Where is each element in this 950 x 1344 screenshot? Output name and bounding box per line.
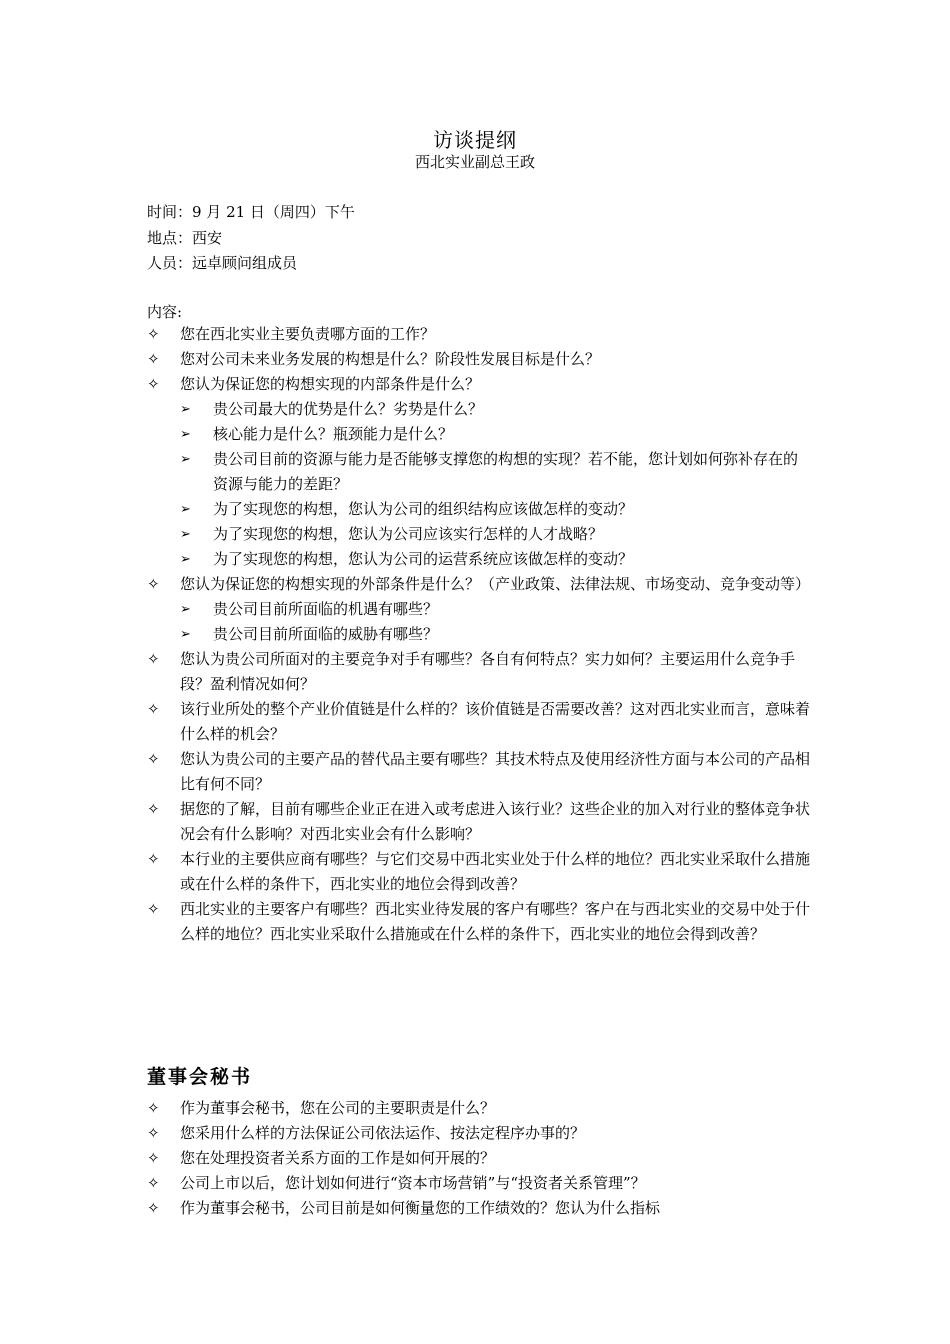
- arrow-bullet-icon: ➢: [180, 452, 191, 467]
- sub-question-text: 贵公司目前所面临的机遇有哪些？: [213, 600, 439, 618]
- diamond-bullet-icon: ✧: [147, 1099, 160, 1117]
- diamond-bullet-icon: ✧: [147, 375, 160, 393]
- question-text: 您认为贵公司所面对的主要竞争对手有哪些？各自有何特点？实力如何？主要运用什么竞争手段？盈利情况如何？: [180, 650, 796, 693]
- question-text: 您认为保证您的构想实现的内部条件是什么？: [180, 375, 481, 393]
- section-title-board-secretary: 董事会秘书: [147, 1066, 253, 1088]
- diamond-bullet-icon: ✧: [147, 1174, 160, 1192]
- sub-list-item: [147, 397, 812, 422]
- list-item: [147, 897, 812, 947]
- list-item: [147, 1196, 812, 1221]
- list-item: [147, 847, 812, 897]
- list-item: [147, 372, 812, 397]
- document-title: 访谈提纲: [433, 128, 517, 152]
- question-text: 您对公司未来业务发展的构想是什么？阶段性发展目标是什么？: [180, 350, 601, 368]
- question-text: 据您的了解，目前有哪些企业正在进入或考虑进入该行业？这些企业的加入对行业的整体竞争状况会有什么影响？对西北实业会有什么影响？: [180, 800, 811, 843]
- sub-list-item: [147, 547, 812, 572]
- diamond-bullet-icon: ✧: [147, 575, 160, 593]
- arrow-bullet-icon: ➢: [180, 527, 191, 542]
- list-item: [147, 1121, 812, 1146]
- sub-question-text: 为了实现您的构想，您认为公司应该实行怎样的人才战略？: [213, 525, 604, 543]
- sub-list-item: [147, 597, 812, 622]
- sub-question-text: 贵公司目前所面临的威胁有哪些？: [213, 625, 439, 643]
- arrow-bullet-icon: ➢: [180, 627, 191, 642]
- question-text: 本行业的主要供应商有哪些？与它们交易中西北实业处于什么样的地位？西北实业采取什么措施或在什么样的条件下，西北实业的地位会得到改善？: [180, 850, 811, 893]
- diamond-bullet-icon: ✧: [147, 800, 160, 818]
- sub-list-item: [147, 447, 812, 497]
- list-item: [147, 647, 812, 697]
- diamond-bullet-icon: ✧: [147, 750, 160, 768]
- sub-list-item: [147, 622, 812, 647]
- list-item: [147, 572, 812, 597]
- question-text: 西北实业的主要客户有哪些？西北实业待发展的客户有哪些？客户在与西北实业的交易中处于什么样的地位？西北实业采取什么措施或在什么样的条件下，西北实业的地位会得到改善？: [180, 900, 811, 943]
- diamond-bullet-icon: ✧: [147, 900, 160, 918]
- list-item: [147, 1146, 812, 1171]
- question-text: 您认为保证您的构想实现的外部条件是什么？（产业政策、法律法规、市场变动、竞争变动等）: [180, 575, 811, 593]
- list-item: [147, 697, 812, 747]
- question-text: 您认为贵公司的主要产品的替代品主要有哪些？其技术特点及使用经济性方面与本公司的产品相比有何不同？: [180, 750, 811, 793]
- arrow-bullet-icon: ➢: [180, 502, 191, 517]
- list-item: [147, 747, 812, 797]
- board-secretary-question-list: [147, 1096, 812, 1221]
- content-label: 内容:: [147, 303, 183, 321]
- sub-question-text: 贵公司目前的资源与能力是否能够支撑您的构想的实现？若不能，您计划如何弥补存在的资源与能力的差距？: [213, 450, 799, 493]
- arrow-bullet-icon: ➢: [180, 427, 191, 442]
- document-subtitle: 西北实业副总王政: [414, 153, 535, 171]
- sub-list-item: [147, 522, 812, 547]
- diamond-bullet-icon: ✧: [147, 650, 160, 668]
- sub-question-text: 为了实现您的构想，您认为公司的运营系统应该做怎样的变动？: [213, 550, 634, 568]
- diamond-bullet-icon: ✧: [147, 850, 160, 868]
- diamond-bullet-icon: ✧: [147, 1149, 160, 1167]
- sub-question-text: 核心能力是什么？瓶颈能力是什么？: [213, 425, 454, 443]
- question-text: 公司上市以后，您计划如何进行“资本市场营销”与“投资者关系管理”？: [180, 1174, 646, 1192]
- list-item: [147, 322, 812, 347]
- question-text: 您在西北实业主要负责哪方面的工作？: [180, 325, 436, 343]
- question-text: 该行业所处的整个产业价值链是什么样的？该价值链是否需要改善？这对西北实业而言，意味着什么样的机会？: [180, 700, 811, 743]
- diamond-bullet-icon: ✧: [147, 325, 160, 343]
- question-text: 您采用什么样的方法保证公司依法运作、按法定程序办事的？: [180, 1124, 586, 1142]
- question-text: 您在处理投资者关系方面的工作是如何开展的？: [180, 1149, 496, 1167]
- list-item: [147, 347, 812, 372]
- arrow-bullet-icon: ➢: [180, 552, 191, 567]
- question-text: 作为董事会秘书，您在公司的主要职责是什么？: [180, 1099, 496, 1117]
- diamond-bullet-icon: ✧: [147, 1199, 160, 1217]
- meta-time: 时间：9 月 21 日（周四）下午: [147, 203, 355, 221]
- arrow-bullet-icon: ➢: [180, 402, 191, 417]
- diamond-bullet-icon: ✧: [147, 1124, 160, 1142]
- question-text: 作为董事会秘书，公司目前是如何衡量您的工作绩效的？您认为什么指标: [180, 1199, 661, 1217]
- sub-question-text: 贵公司最大的优势是什么？劣势是什么？: [213, 400, 484, 418]
- sub-list-item: [147, 497, 812, 522]
- diamond-bullet-icon: ✧: [147, 700, 160, 718]
- meta-people: 人员：远卓顾问组成员: [147, 254, 298, 272]
- arrow-bullet-icon: ➢: [180, 602, 191, 617]
- sub-question-text: 为了实现您的构想，您认为公司的组织结构应该做怎样的变动？: [213, 500, 634, 518]
- diamond-bullet-icon: ✧: [147, 350, 160, 368]
- list-item: [147, 1171, 812, 1196]
- sub-list-item: [147, 422, 812, 447]
- meta-place: 地点：西安: [147, 229, 223, 247]
- list-item: [147, 1096, 812, 1121]
- list-item: [147, 797, 812, 847]
- question-list: [147, 322, 812, 947]
